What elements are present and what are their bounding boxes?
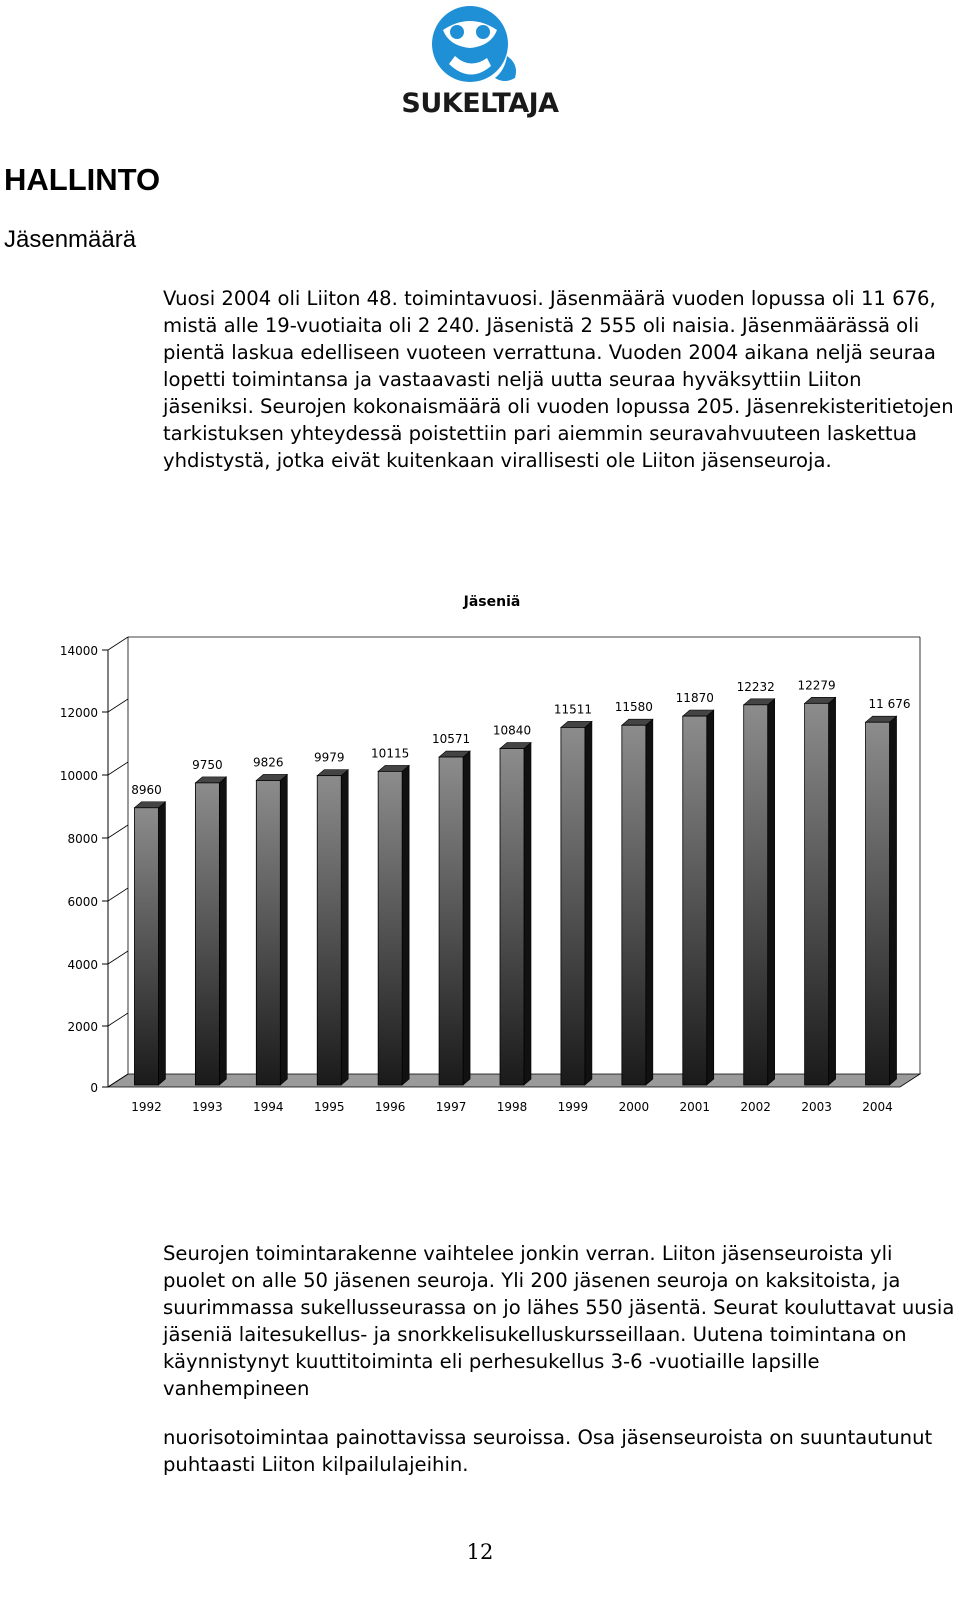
bar-1993 [195, 783, 219, 1085]
bar-side [158, 802, 165, 1085]
x-tick-label: 2003 [801, 1100, 832, 1114]
data-label: 10840 [492, 723, 532, 738]
data-label: 11 676 [868, 697, 911, 712]
data-label: 8960 [131, 782, 162, 797]
data-label: 11511 [553, 702, 593, 717]
y-tick-depth [108, 762, 128, 775]
member-count-chart [0, 580, 960, 1120]
y-tick-label: 4000 [67, 958, 98, 972]
y-tick-depth [108, 888, 128, 901]
y-tick-label: 6000 [67, 895, 98, 909]
x-tick-label: 1993 [192, 1100, 223, 1114]
x-tick-label: 1997 [435, 1100, 467, 1114]
bar-1999 [561, 727, 585, 1085]
intro-paragraph: Vuosi 2004 oli Liiton 48. toimintavuosi. Jäsenmäärä vuoden lopussa oli 11 676, mistä alle 19-vuotiaita oli 2 240. Jäsenistä 2 555 oli naisia. Jäsenmäärässä oli pientä laskua edelliseen vuoteen verrattuna. Vuoden 2004 aikana neljä seuraa lopetti toimintansa ja vastaavasti neljä uutta seuraa hyväksyttiin Liiton jäseniksi. Seurojen kokonaismäärä oli vuoden lopussa 205. Jäsenrekisteritietojen tarkistuksen yhteydessä poistettiin pari aiemmin seuravahvuuteen laskettua yhdistystä, jotka eivät kuitenkaan virallisesti ole Liiton jäsenseuroja. [163, 287, 954, 472]
bar-side [402, 765, 409, 1085]
bar-side [280, 774, 287, 1085]
data-label: 10115 [371, 746, 410, 761]
bar-side [341, 770, 348, 1085]
section-title: HALLINTO [4, 162, 161, 197]
x-tick-label: 2001 [679, 1100, 711, 1114]
diver-logo-icon [395, 4, 565, 90]
x-tick-label: 1995 [313, 1100, 345, 1114]
bar-1995 [317, 776, 341, 1085]
logo-text: SUKELTAJA [401, 88, 559, 119]
x-tick-label: 1999 [557, 1100, 589, 1114]
bar-side [768, 699, 775, 1085]
bar-2004 [866, 722, 890, 1085]
y-tick-label: 10000 [59, 769, 98, 783]
chart-title: Jäseniä [463, 594, 521, 610]
y-tick-label: 0 [90, 1081, 98, 1095]
bar-1994 [256, 780, 280, 1085]
sukeltaja-logo [395, 4, 565, 122]
bar-2003 [805, 703, 829, 1085]
y-tick-depth [108, 637, 128, 650]
data-label: 9826 [253, 755, 284, 770]
page-number: 12 [466, 1540, 494, 1564]
data-label: 10571 [431, 732, 471, 747]
clubs-paragraph: Seurojen toimintarakenne vaihtelee jonkin verran. Liiton jäsenseuroista yli puolet on alle 50 jäsenen seuroja. Yli 200 jäsenen seuroja on kaksitoista, ja suurimmassa sukellusseurassa on jo lähes 550 jäsentä. Seurat kouluttavat uusia jäseniä laitesukellus- ja snorkkelisukelluskursseillaan. Uutena toimintana on käynnistynyt kuuttitoiminta eli perhesukellus 3-6 -vuotiaille lapsille vanhempineen [163, 1242, 955, 1400]
bar-side [219, 777, 226, 1085]
section-subtitle: Jäsenmäärä [4, 226, 137, 253]
data-label: 9979 [313, 750, 345, 765]
data-label: 11870 [675, 691, 714, 706]
x-tick-label: 2000 [618, 1100, 650, 1114]
bar-side [646, 719, 653, 1085]
clubs-paragraph-continued: nuorisotoimintaa painottavissa seuroissa. Osa jäsenseuroista on suuntautunut puhtaasti Liiton kilpailulajeihin. [163, 1426, 933, 1476]
y-tick-depth [108, 699, 128, 712]
bar-side [829, 697, 836, 1085]
x-tick-label: 2004 [862, 1100, 893, 1114]
bar-side [463, 751, 470, 1085]
x-tick-label: 1992 [131, 1100, 162, 1114]
bar-2001 [683, 716, 707, 1085]
y-tick-depth [108, 825, 128, 838]
bar-side [585, 721, 592, 1085]
bar-1996 [378, 771, 402, 1085]
bar-side [524, 743, 531, 1085]
y-tick-label: 2000 [67, 1020, 98, 1034]
x-tick-label: 2002 [740, 1100, 771, 1114]
data-label: 12279 [797, 678, 836, 693]
x-tick-label: 1994 [253, 1100, 284, 1114]
x-tick-label: 1996 [374, 1100, 406, 1114]
x-tick-label: 1998 [496, 1100, 528, 1114]
bar-1992 [134, 808, 158, 1085]
data-label: 9750 [192, 757, 223, 772]
y-tick-label: 14000 [59, 644, 98, 658]
data-label: 11580 [614, 700, 653, 715]
bar-side [890, 716, 897, 1085]
y-tick-depth [108, 1013, 128, 1026]
data-label: 12232 [736, 679, 775, 694]
bar-1998 [500, 749, 524, 1085]
bar-1997 [439, 757, 463, 1085]
y-tick-label: 12000 [59, 706, 98, 720]
bar-2000 [622, 725, 646, 1085]
bar-side [707, 710, 714, 1085]
bar-2002 [744, 705, 768, 1085]
y-tick-label: 8000 [67, 832, 98, 846]
y-tick-depth [108, 951, 128, 964]
